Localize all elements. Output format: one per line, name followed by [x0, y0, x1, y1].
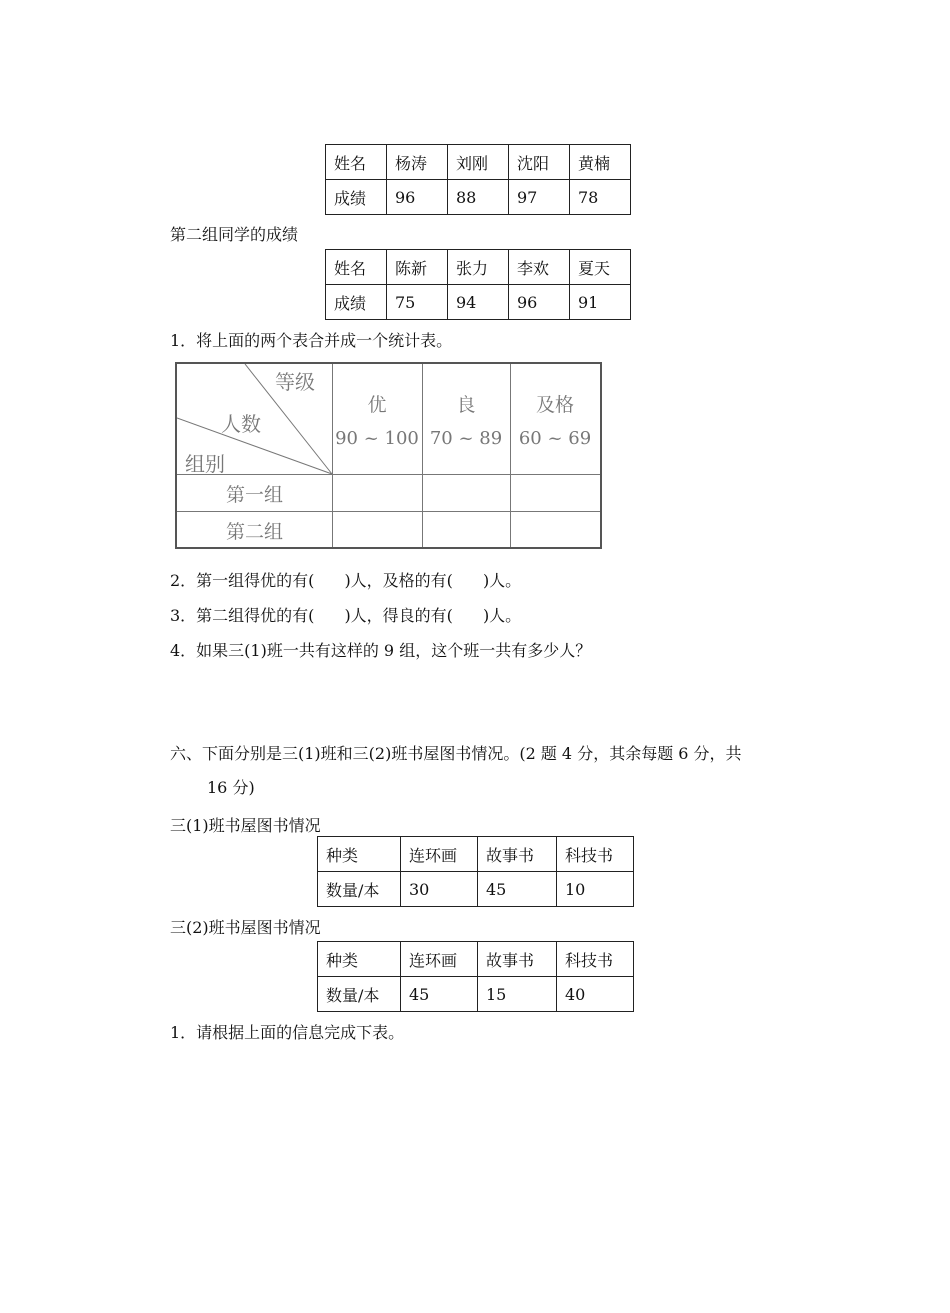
class2-book-table [317, 941, 634, 1012]
table-cell: 杨涛 [387, 145, 448, 180]
table-row [318, 837, 634, 872]
table-cell: 94 [448, 285, 509, 320]
table-cell: 成绩 [326, 180, 387, 215]
class2-title: 三(2)班书屋图书情况 [170, 918, 321, 937]
table-cell: 故事书 [478, 837, 557, 872]
table-cell: 30 [401, 872, 478, 907]
table-cell: 科技书 [557, 942, 634, 977]
table-cell: 45 [401, 977, 478, 1012]
level-name: 及格 [535, 394, 574, 416]
group2-title: 第二组同学的成绩 [170, 225, 299, 244]
table-row [318, 977, 634, 1012]
corner-label-group: 组别 [185, 452, 225, 476]
table-row [326, 180, 631, 215]
group2-score-table [325, 249, 631, 320]
table-row [318, 872, 634, 907]
question-text: )人，得良的有( [344, 606, 453, 625]
level-range: 60 ~ 69 [518, 428, 592, 449]
table-cell: 李欢 [509, 250, 570, 285]
table-cell: 黄楠 [570, 145, 631, 180]
question-text: 2．第一组得优的有( [170, 571, 315, 590]
table-cell: 40 [557, 977, 634, 1012]
table-cell: 连环画 [401, 837, 478, 872]
question-text: )人。 [482, 571, 522, 590]
group-row-label: 第二组 [225, 521, 283, 543]
table-cell: 故事书 [478, 942, 557, 977]
table-cell: 夏天 [570, 250, 631, 285]
statistics-table [175, 362, 602, 549]
table-cell: 科技书 [557, 837, 634, 872]
table-cell: 连环画 [401, 942, 478, 977]
table-cell: 种类 [318, 942, 401, 977]
question-2 [170, 568, 521, 591]
table-cell: 10 [557, 872, 634, 907]
table-cell: 75 [387, 285, 448, 320]
table-cell: 沈阳 [509, 145, 570, 180]
question-text: 3．第二组得优的有( [170, 606, 315, 625]
table-cell: 张力 [448, 250, 509, 285]
table-cell: 数量/本 [318, 977, 401, 1012]
question-text: )人，及格的有( [344, 571, 453, 590]
question-6-1: 1．请根据上面的信息完成下表。 [170, 1023, 405, 1042]
group-row-label: 第一组 [225, 484, 283, 506]
question-1: 1．将上面的两个表合并成一个统计表。 [170, 331, 453, 350]
table-row [326, 145, 631, 180]
class1-book-table [317, 836, 634, 907]
table-row [326, 285, 631, 320]
level-range: 70 ~ 89 [429, 428, 503, 449]
question-text: )人。 [482, 606, 522, 625]
table-cell: 97 [509, 180, 570, 215]
table-cell: 96 [509, 285, 570, 320]
level-name: 优 [367, 394, 387, 416]
group1-score-table [325, 144, 631, 215]
table-row [318, 942, 634, 977]
class1-title: 三(1)班书屋图书情况 [170, 816, 321, 835]
table-cell: 88 [448, 180, 509, 215]
table-cell: 成绩 [326, 285, 387, 320]
table-divider [177, 511, 600, 512]
question-3 [170, 603, 521, 626]
section-6-heading-cont: 16 分) [207, 778, 255, 797]
corner-label-level: 等级 [275, 370, 315, 394]
table-cell: 45 [478, 872, 557, 907]
table-cell: 15 [478, 977, 557, 1012]
table-cell: 数量/本 [318, 872, 401, 907]
section-6-heading: 六、下面分别是三(1)班和三(2)班书屋图书情况。(2 题 4 分，其余每题 6 分，共 [170, 744, 742, 763]
table-cell: 种类 [318, 837, 401, 872]
table-cell: 91 [570, 285, 631, 320]
corner-label-count: 人数 [221, 412, 261, 436]
level-name: 良 [456, 394, 476, 416]
question-4: 4．如果三(1)班一共有这样的 9 组，这个班一共有多少人？ [170, 641, 592, 660]
table-cell: 刘刚 [448, 145, 509, 180]
table-row [326, 250, 631, 285]
table-cell: 姓名 [326, 145, 387, 180]
table-cell: 陈新 [387, 250, 448, 285]
table-cell: 78 [570, 180, 631, 215]
level-range: 90 ~ 100 [335, 428, 419, 449]
table-cell: 96 [387, 180, 448, 215]
table-cell: 姓名 [326, 250, 387, 285]
